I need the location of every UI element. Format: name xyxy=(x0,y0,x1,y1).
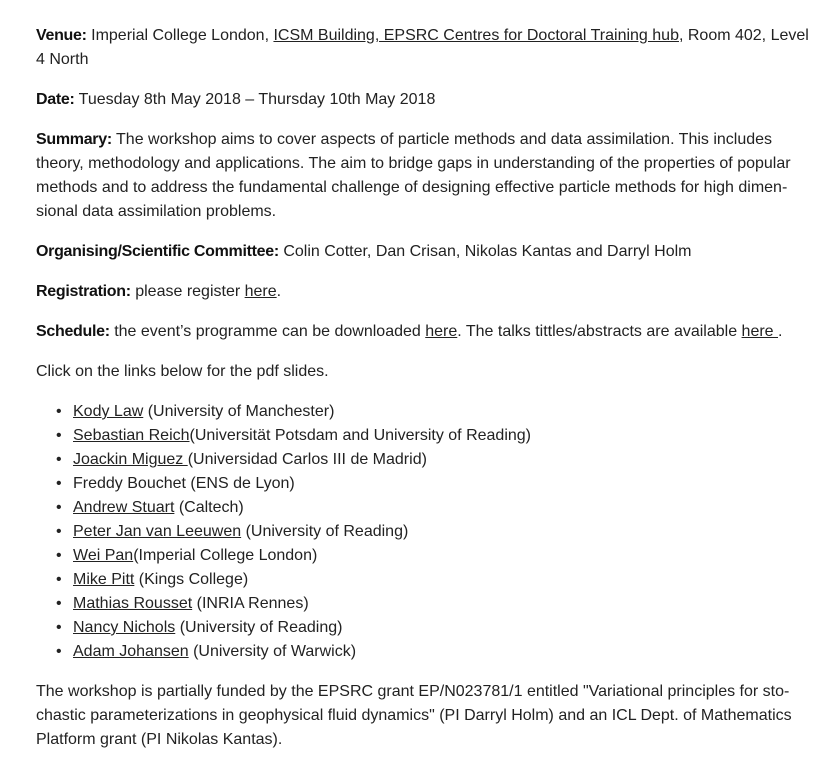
bullet-icon: • xyxy=(56,619,62,636)
list-item xyxy=(56,424,810,448)
speaker-link[interactable]: Peter Jan van Leeuwen xyxy=(73,523,242,540)
speaker-link[interactable]: Nancy Nichols xyxy=(73,619,176,636)
summary-label: Summary: xyxy=(36,131,112,148)
bullet-icon: • xyxy=(56,523,62,540)
list-item xyxy=(56,472,810,496)
summary-paragraph xyxy=(36,128,810,224)
speaker-affiliation: (University of Reading) xyxy=(241,523,409,540)
registration-link[interactable]: here xyxy=(244,283,277,300)
speaker-affiliation: (INRIA Rennes) xyxy=(192,595,309,612)
date-text: Tuesday 8th May 2018 – Thursday 10th May 2018 xyxy=(74,91,436,108)
funding-paragraph: The workshop is partially funded by the EPSRC grant EP/N023781/1 entitled "Variational principles for stochastic parameterizations in geophysical fluid dynamics" (PI Darryl Holm) and an ICL Dept. of Mathematics Platform grant (PI Nikolas Kantas). xyxy=(36,683,792,748)
venue-text: Imperial College London, xyxy=(86,27,274,44)
list-item xyxy=(56,568,810,592)
speaker-link[interactable]: Mike Pitt xyxy=(73,571,135,588)
bullet-icon: • xyxy=(56,595,62,612)
speaker-link[interactable]: Adam Johansen xyxy=(73,643,189,660)
bullet-icon: • xyxy=(56,499,62,516)
list-item xyxy=(56,616,810,640)
date-label: Date: xyxy=(36,91,75,108)
speaker-affiliation: (Caltech) xyxy=(174,499,244,516)
speaker-list xyxy=(36,400,810,664)
venue-label: Venue: xyxy=(36,27,87,44)
bullet-icon: • xyxy=(56,547,62,564)
abstracts-link[interactable]: here xyxy=(741,323,779,340)
registration-label: Registration: xyxy=(36,283,131,300)
speaker-link[interactable]: Wei Pan xyxy=(73,547,134,564)
list-item xyxy=(56,592,810,616)
bullet-icon: • xyxy=(56,571,62,588)
speaker-name: Freddy Bouchet xyxy=(73,475,186,492)
speaker-affiliation: (Universität Potsdam and University of Reading) xyxy=(189,427,531,444)
bullet-icon: • xyxy=(56,427,62,444)
speaker-affiliation: (University of Reading) xyxy=(175,619,343,636)
programme-link[interactable]: here xyxy=(425,323,458,340)
list-item xyxy=(56,448,810,472)
bullet-icon: • xyxy=(56,451,62,468)
speaker-affiliation: (Universidad Carlos III de Madrid) xyxy=(187,451,427,468)
registration-paragraph xyxy=(36,280,810,304)
list-item xyxy=(56,520,810,544)
slides-intro: Click on the links below for the pdf slides. xyxy=(36,363,329,380)
bullet-icon: • xyxy=(56,403,62,420)
schedule-text: the event’s programme can be downloaded xyxy=(109,323,426,340)
venue-link[interactable]: ICSM Building, EPSRC Centres for Doctoral Training hub xyxy=(273,27,679,44)
speaker-affiliation: (Imperial College London) xyxy=(133,547,318,564)
speaker-link[interactable]: Kody Law xyxy=(73,403,144,420)
speaker-link[interactable]: Joackin Miguez xyxy=(73,451,188,468)
schedule-middle: . The talks tittles/abstracts are available xyxy=(457,323,742,340)
bullet-icon: • xyxy=(56,475,62,492)
registration-end: . xyxy=(276,283,282,300)
list-item xyxy=(56,544,810,568)
list-item xyxy=(56,496,810,520)
schedule-label: Schedule: xyxy=(36,323,110,340)
speaker-link[interactable]: Andrew Stuart xyxy=(73,499,175,516)
summary-text: The workshop aims to cover aspects of particle methods and data assimilation. This includes theory, methodology and applications. The aim to bridge gaps in understanding of the properties of popular methods and to address the fundamental challenge of designing effective particle methods for high dimensional data assimilation problems. xyxy=(36,131,791,220)
speaker-link[interactable]: Mathias Rousset xyxy=(73,595,193,612)
speaker-affiliation: (ENS de Lyon) xyxy=(185,475,295,492)
bullet-icon: • xyxy=(56,643,62,660)
speaker-affiliation: (Kings College) xyxy=(134,571,249,588)
list-item xyxy=(56,400,810,424)
venue-paragraph xyxy=(36,24,810,72)
date-paragraph xyxy=(36,88,810,112)
venue-room: , Room 402, Level 4 North xyxy=(36,27,809,68)
schedule-paragraph xyxy=(36,320,810,344)
speaker-link[interactable]: Sebastian Reich xyxy=(73,427,190,444)
registration-text: please register xyxy=(130,283,245,300)
schedule-end: . xyxy=(778,323,783,340)
speaker-affiliation: (University of Warwick) xyxy=(188,643,357,660)
committee-label: Organising/Scientific Committee: xyxy=(36,243,279,260)
committee-text: Colin Cotter, Dan Crisan, Nikolas Kantas and Darryl Holm xyxy=(278,243,692,260)
committee-paragraph xyxy=(36,240,810,264)
speaker-affiliation: (University of Manchester) xyxy=(143,403,335,420)
list-item xyxy=(56,640,810,664)
